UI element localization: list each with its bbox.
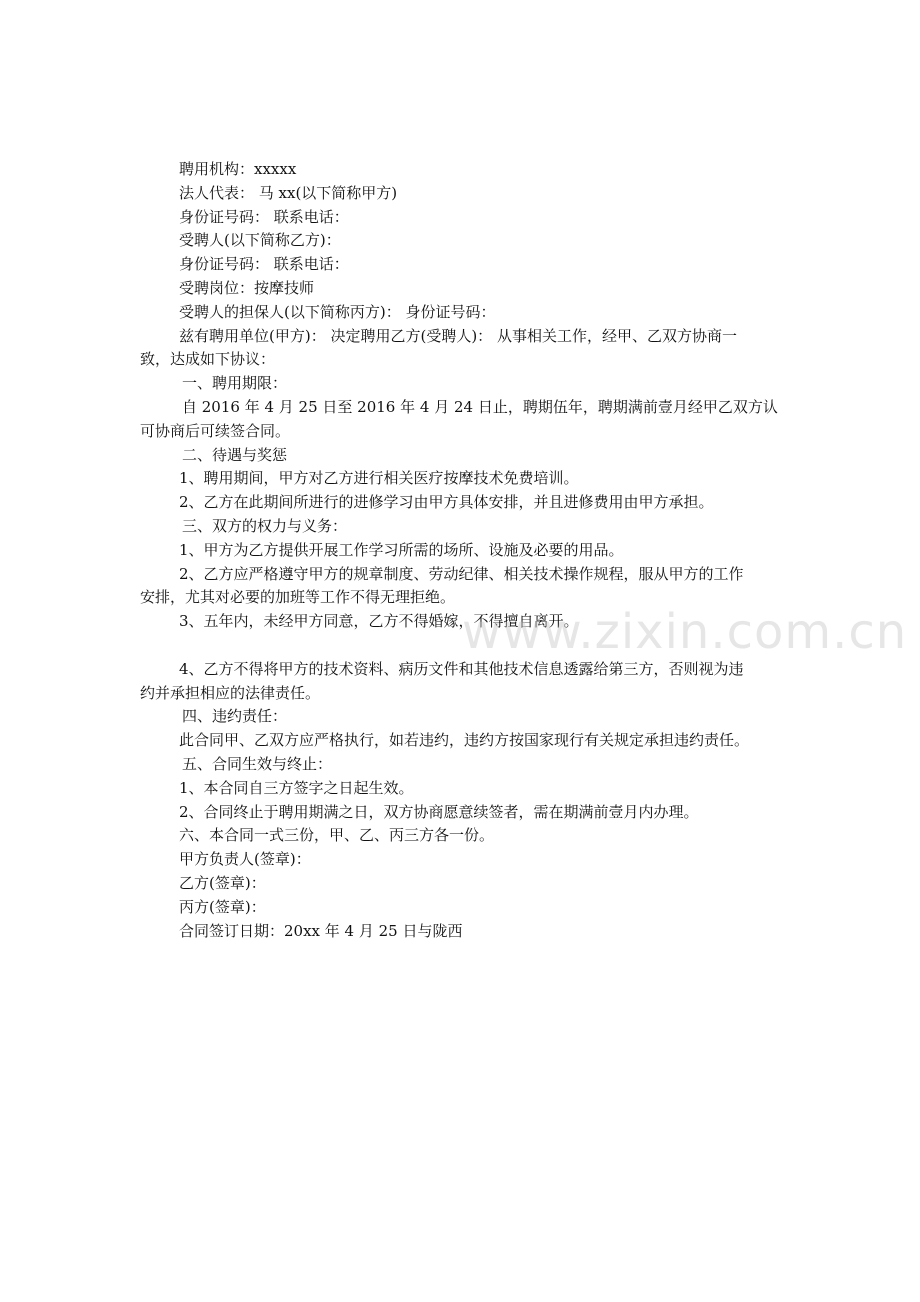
section-2-title: 二、待遇与奖惩: [182, 445, 288, 464]
watermark: www.zixin.com.cn: [462, 604, 908, 660]
section-6-text: 六、本合同一式三份，甲、乙、丙三方各一份。: [179, 826, 495, 845]
blank-line: [140, 634, 790, 658]
section-3-item-4-line-1: 4、乙方不得将甲方的技术资料、病历文件和其他技术信息透露给第三方，否则视为违: [179, 659, 744, 678]
section-4-title: 四、违约责任：: [182, 707, 288, 726]
section-1-title: 一、聘用期限：: [182, 374, 288, 393]
id-contact-line-b: 身份证号码： 联系电话：: [179, 255, 349, 274]
signing-date-line: 合同签订日期：20xx 年 4 月 25 日与陇西: [179, 921, 463, 940]
section-5-title: 五、合同生效与终止：: [182, 754, 333, 773]
section-3-item-4-line-2: 约并承担相应的法律责任。: [140, 683, 321, 702]
section-1-line-2: 可协商后可续签合同。: [140, 421, 291, 440]
section-3-title: 三、双方的权力与义务：: [182, 516, 348, 535]
signature-party-b: 乙方(签章)：: [179, 873, 266, 892]
section-3-item-2-line-2: 安排，尤其对必要的加班等工作不得无理拒绝。: [140, 588, 456, 607]
employee-line: 受聘人(以下简称乙方)：: [179, 231, 341, 250]
intro-line-2: 致，达成如下协议：: [140, 350, 276, 369]
section-3-item-1: 1、甲方为乙方提供开展工作学习所需的场所、设施及必要的用品。: [179, 540, 624, 559]
section-1-line-1: 自 2016 年 4 月 25 日至 2016 年 4 月 24 日止，聘期伍年，聘期满前壹月经甲乙双方认: [182, 397, 778, 416]
signature-party-a: 甲方负责人(签章)：: [179, 850, 311, 869]
employer-line: 聘用机构：xxxxx: [179, 160, 297, 178]
section-2-item-2: 2、乙方在此期间所进行的进修学习由甲方具体安排，并且进修费用由甲方承担。: [179, 493, 714, 512]
section-3-item-2-line-1: 2、乙方应严格遵守甲方的规章制度、劳动纪律、相关技术操作规程，服从甲方的工作: [179, 564, 744, 583]
id-contact-line-a: 身份证号码： 联系电话：: [179, 207, 349, 226]
legal-rep-line: 法人代表： 马 xx(以下简称甲方): [179, 183, 398, 202]
guarantor-line: 受聘人的担保人(以下简称丙方)： 身份证号码：: [179, 302, 496, 321]
contract-body: [140, 158, 790, 943]
signature-party-c: 丙方(签章)：: [179, 897, 266, 916]
section-5-item-1: 1、本合同自三方签字之日起生效。: [179, 778, 414, 797]
section-2-item-1: 1、聘用期间，甲方对乙方进行相关医疗按摩技术免费培训。: [179, 469, 579, 488]
position-line: 受聘岗位：按摩技师: [179, 278, 315, 297]
section-3-item-3: 3、五年内，未经甲方同意，乙方不得婚嫁，不得擅自离开。: [179, 612, 579, 631]
section-4-text: 此合同甲、乙双方应严格执行，如若违约，违约方按国家现行有关规定承担违约责任。: [179, 731, 750, 750]
section-5-item-2: 2、合同终止于聘用期满之日，双方协商愿意续签者，需在期满前壹月内办理。: [179, 802, 699, 821]
intro-line-1: 兹有聘用单位(甲方)： 决定聘用乙方(受聘人)： 从事相关工作，经甲、乙双方协商一: [179, 326, 737, 345]
